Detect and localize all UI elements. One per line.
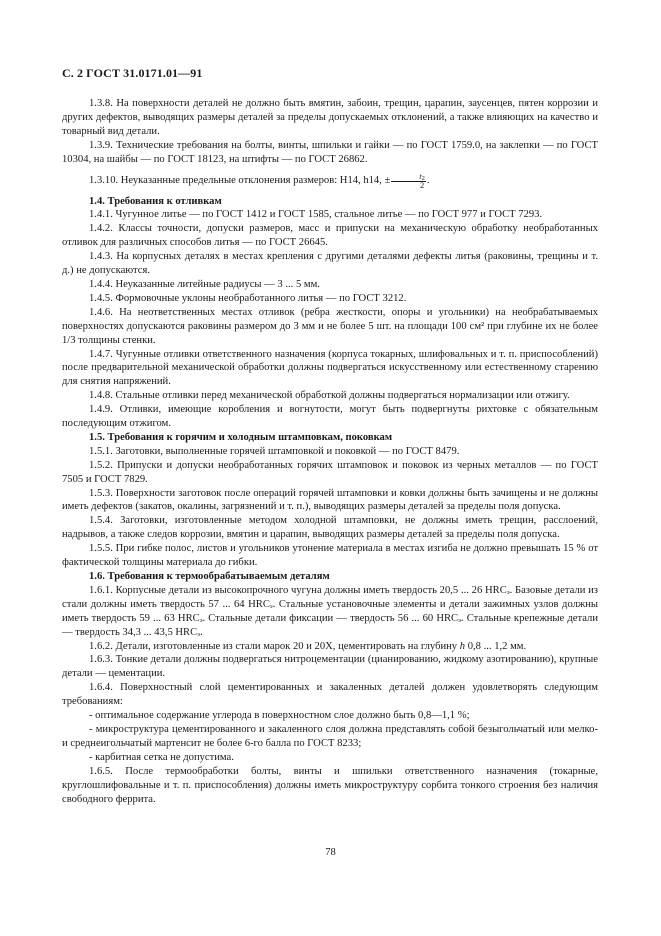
tolerance-fraction: [391, 173, 425, 190]
paragraph-1-4-7: 1.4.7. Чугунные отливки ответственного назначения (корпуса токарных, шлифовальных и т. п. приспособлений) после предварительной механической обработки должны подвергаться искусственному или естественному старению для снятия напряжений.: [62, 348, 598, 388]
list-item-microstructure: - микроструктура цементированного и закаленного слоя должна представлять собой безыгольчатый или мелко- и среднеигольчатый мартенсит не более 6-го балла по ГОСТ 8233;: [62, 723, 598, 749]
document-body: [62, 97, 598, 806]
paragraph-1-4-1: 1.4.1. Чугунное литье — по ГОСТ 1412 и ГОСТ 1585, стальное литье — по ГОСТ 977 и ГОСТ 7293.: [89, 209, 543, 221]
paragraph-1-6-2: 1.6.2. Детали, изготовленные из стали марок 20 и 20Х, цементировать на глубину h 0,8 ... 1,2 мм.: [89, 640, 527, 652]
paragraph-1-5-1: 1.5.1. Заготовки, выполненные горячей штамповкой и поковкой — по ГОСТ 8479.: [89, 445, 460, 457]
paragraph-1-4-8: 1.4.8. Стальные отливки перед механической обработкой должны подвергаться нормализации или отжигу.: [89, 390, 570, 402]
paragraph-1-4-2: 1.4.2. Классы точности, допуски размеров, масс и припуски на механическую обработку необработанных отливок для различных способов литья — по ГОСТ 26645.: [62, 223, 598, 249]
paragraph-1-6-5: 1.6.5. После термообработки болты, винты и шпильки ответственного назначения (токарные, круглошлифовальные и т. п. приспособления) должны иметь микроструктуру сорбита тонкого строения без наличия свободного феррита.: [62, 765, 598, 805]
section-heading-1-4: 1.4. Требования к отливкам: [89, 195, 222, 207]
paragraph-1-4-5: 1.4.5. Формовочные уклоны необработанного литья — по ГОСТ 3212.: [89, 292, 407, 304]
list-item-carbon: - оптимальное содержание углерода в поверхностном слое должно быть 0,8—1,1 %;: [89, 710, 470, 722]
page-number: 78: [325, 847, 336, 858]
paragraph-1-3-10: 1.3.10. Неуказанные предельные отклонения размеров: Н14, h14, ± $\frac{t_2}{2}$ .: [89, 171, 430, 190]
paragraph-1-4-4: 1.4.4. Неуказанные литейные радиусы — 3 ... 5 мм.: [89, 278, 320, 290]
paragraph-1-3-9: 1.3.9. Технические требования на болты, винты, шпильки и гайки — по ГОСТ 1759.0, на заклепки — по ГОСТ 10304, на шайбы — по ГОСТ 18123, на штифты — по ГОСТ 26862.: [62, 139, 598, 165]
fraction-numerator: $t_2$: [391, 173, 425, 182]
paragraph-1-3-8: 1.3.8. На поверхности деталей не должно быть вмятин, забоин, трещин, царапин, заусенцев, пятен коррозии и других дефектов, выводящих размеры деталей за пределы допускаемых отклонений, а также влияющих на качество и товарный вид детали.: [62, 98, 598, 137]
fraction-denominator: 2: [420, 180, 425, 190]
paragraph-1-4-3: 1.4.3. На корпусных деталях в местах крепления с другими деталями дефекты литья (раковины, трещины и т. д.) не допускаются.: [62, 251, 598, 277]
paragraph-1-5-5: 1.5.5. При гибке полос, листов и угольников утонение материала в местах изгиба не должно превышать 15 % от фактической толщины материала до гибки.: [62, 543, 598, 569]
paragraph-1-5-3: 1.5.3. Поверхности заготовок после операций горячей штамповки и ковки должны быть зачищены и не должны иметь дефектов (закатов, окалины, загрязнений и т. п.), выводящих размеры деталей за пределы поля допуска.: [62, 487, 598, 513]
paragraph-1-5-2: 1.5.2. Припуски и допуски необработанных горячих штамповок и поковок из черных металлов — по ГОСТ 7505 и ГОСТ 7829.: [62, 459, 598, 485]
section-heading-1-6: 1.6. Требования к термообрабатываемым деталям: [89, 571, 330, 582]
page-header: С. 2 ГОСТ 31.0171.01—91: [62, 66, 203, 80]
tolerance-text: 1.3.10. Неуказанные предельные отклонения размеров: Н14, h14, ±: [89, 174, 391, 186]
section-heading-1-5: 1.5. Требования к горячим и холодным штамповкам, поковкам: [89, 431, 393, 443]
paragraph-1-4-9: 1.4.9. Отливки, имеющие коробления и вогнутости, могут быть подвергнуты рихтовке с обязательным последующим отжигом.: [62, 404, 598, 430]
paragraph-1-6-4: 1.6.4. Поверхностный слой цементированных и закаленных деталей должен удовлетворять следующим требованиям:: [62, 682, 598, 708]
paragraph-1-5-4: 1.5.4. Заготовки, изготовленные методом холодной штамповки, не должны иметь трещин, расслоений, надрывов, а также следов коррозии, вмятин и царапин, выводящих размеры деталей за пределы поля допуска.: [62, 515, 598, 541]
paragraph-1-6-3: 1.6.3. Тонкие детали должны подвергаться нитроцементации (цианированию, жидкому азотированию), крупные детали — цементации.: [62, 654, 598, 680]
paragraph-1-6-1: 1.6.1. Корпусные детали из высокопрочного чугуна должны иметь твердость 20,5 ... 26 $HRC_э$. Базовые детали из стали должны иметь твердость 57 ... 64 $HRC_э$. Стальные установочные элементы и детали зажимных узлов должны иметь твердость 59 ... 63 $HRC_э$. Стальные детали фиксации — твердость 56 ... 60 $HRC_э$. Стальные крепежные детали — твердость 34,3 ... 43,5 $HRC_э$.: [62, 584, 598, 638]
list-item-carbide-network: - карбитная сетка не допустима.: [89, 751, 234, 763]
paragraph-1-4-6: 1.4.6. На неответственных местах отливок (ребра жесткости, опоры и угольники) на необрабатываемых поверхностях допускаются раковины размером до 3 мм и не более 5 шт. на площади 100 см² при глубине их не более 1/3 толщины стенки.: [62, 306, 598, 346]
